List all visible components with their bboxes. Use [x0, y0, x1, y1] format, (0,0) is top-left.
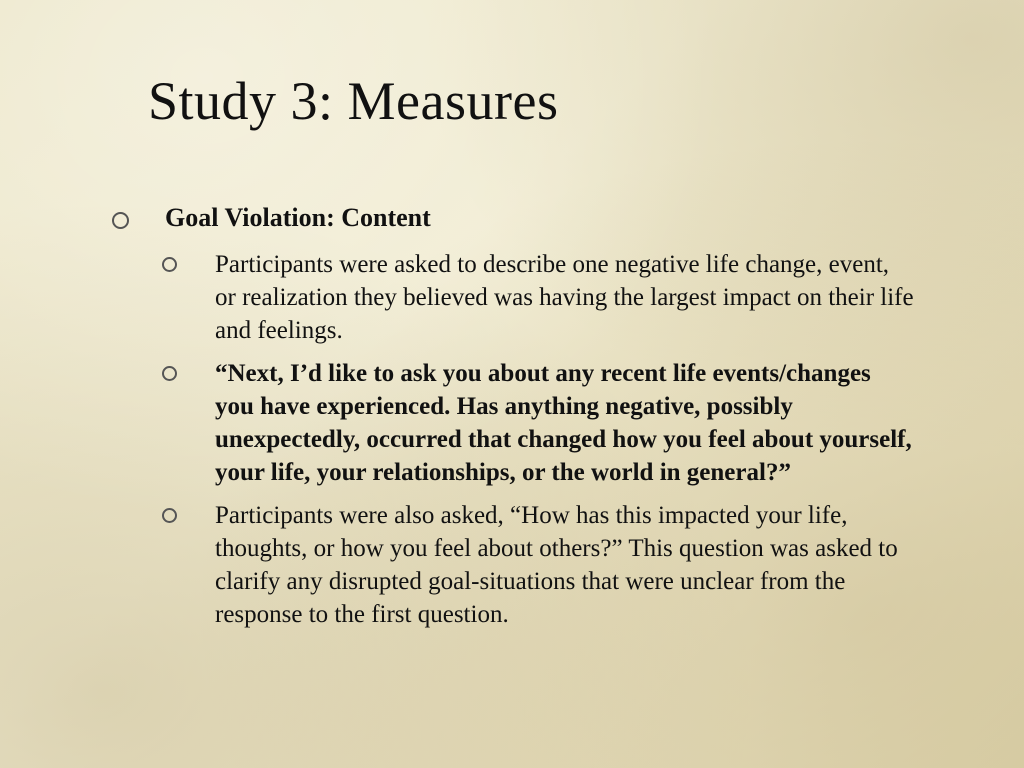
hollow-circle-icon	[112, 212, 129, 229]
bullet-goal-violation	[112, 203, 932, 233]
hollow-circle-icon	[162, 257, 177, 272]
slide-title: Study 3: Measures	[148, 71, 559, 131]
sub-bullet-3	[162, 499, 922, 631]
bullet-heading: Goal Violation: Content	[165, 203, 431, 232]
sub-bullet-list	[162, 248, 922, 641]
hollow-circle-icon	[162, 508, 177, 523]
sub-bullet-1	[162, 248, 922, 347]
sub-bullet-text: Participants were also asked, “How has this impacted your life, thoughts, or how you feel about others?” This question was asked to clarify any disrupted goal-situations that were unclear from the response to the first question.	[215, 502, 898, 628]
sub-bullet-quote: “Next, I’d like to ask you about any recent life events/changes you have experienced. Has anything negative, possibly unexpectedly, occurred that changed how you feel about yourself, your life, your relationships, or the world in general?”	[215, 360, 912, 486]
hollow-circle-icon	[162, 366, 177, 381]
sub-bullet-text: Participants were asked to describe one negative life change, event, or realization they believed was having the largest impact on their life and feelings.	[215, 251, 914, 344]
sub-bullet-2	[162, 357, 922, 489]
